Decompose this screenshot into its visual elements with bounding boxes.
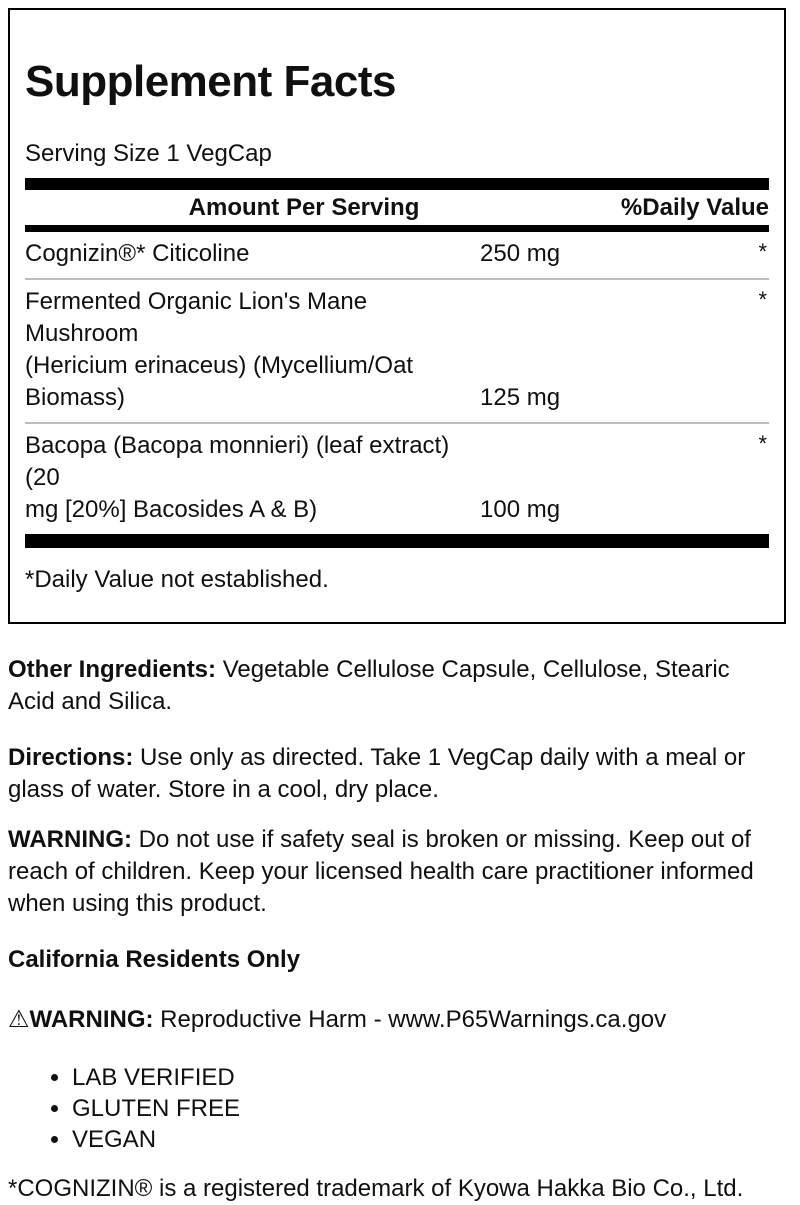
directions-heading: Directions:	[8, 744, 134, 771]
prop65-warning-paragraph	[8, 1004, 774, 1036]
warning-paragraph	[8, 824, 774, 920]
ingredient-name-line: (Hericium erinaceus) (Mycellium/Oat	[25, 352, 414, 379]
table-row	[25, 278, 769, 422]
list-item: • VEGAN	[72, 1124, 792, 1155]
california-residents-heading: California Residents Only	[8, 946, 301, 973]
prop65-warning-text: Reproductive Harm - www.P65Warnings.ca.gov	[160, 1006, 667, 1033]
ingredient-name-line: Cognizin®* Citicoline	[25, 240, 250, 267]
daily-value-footnote: *Daily Value not established.	[25, 566, 329, 593]
serving-size: Serving Size 1 VegCap	[25, 140, 272, 167]
ingredient-name-line: mg [20%] Bacosides A & B)	[25, 496, 318, 523]
list-item: • LAB VERIFIED	[72, 1062, 792, 1093]
other-ingredients-heading: Other Ingredients:	[8, 656, 217, 683]
other-ingredients-text: Vegetable Cellulose Capsule, Cellulose, Stearic Acid and Silica.	[8, 656, 730, 715]
top-separator-bar	[25, 178, 769, 190]
directions-text: Use only as directed. Take 1 VegCap daily with a meal or glass of water. Store in a cool, dry place.	[8, 744, 746, 803]
ingredient-name	[25, 286, 470, 414]
ingredient-amount: 125 mg	[480, 384, 561, 411]
supplement-facts-panel	[8, 8, 786, 624]
ingredient-name	[25, 238, 470, 270]
ingredient-daily-value: *	[758, 287, 767, 312]
badge-list	[8, 1062, 792, 1155]
list-item: • GLUTEN FREE	[72, 1093, 792, 1124]
table-row	[25, 422, 769, 534]
bottom-separator-bar	[25, 534, 769, 548]
amount-column-header: Amount Per Serving	[188, 194, 420, 221]
ingredient-name-line: Fermented Organic Lion's Mane Mushroom	[25, 288, 368, 347]
ingredient-name-line: Bacopa (Bacopa monnieri) (leaf extract) (20	[25, 432, 450, 491]
directions-paragraph	[8, 742, 774, 806]
warning-heading: WARNING:	[8, 826, 132, 853]
trademark-note: *COGNIZIN® is a registered trademark of Kyowa Hakka Bio Co., Ltd.	[8, 1175, 744, 1202]
header-separator-bar	[25, 225, 769, 232]
warning-text: Do not use if safety seal is broken or missing. Keep out of reach of children. Keep your licensed health care practitioner informed when using this product.	[8, 826, 754, 917]
prop65-warning-heading: WARNING:	[29, 1006, 154, 1033]
daily-value-column-header: %Daily Value	[620, 194, 769, 221]
ingredient-name-line: Biomass)	[25, 384, 126, 411]
ingredient-daily-value: *	[758, 239, 767, 264]
table-header-row	[25, 190, 769, 225]
ingredient-name	[25, 430, 470, 526]
ingredient-daily-value: *	[758, 431, 767, 456]
other-ingredients-paragraph	[8, 654, 774, 718]
panel-title: Supplement Facts	[25, 57, 396, 106]
warning-triangle-icon: ⚠	[8, 1006, 30, 1033]
table-row	[25, 232, 769, 278]
ingredient-amount: 250 mg	[480, 240, 561, 267]
ingredient-amount: 100 mg	[480, 496, 561, 523]
